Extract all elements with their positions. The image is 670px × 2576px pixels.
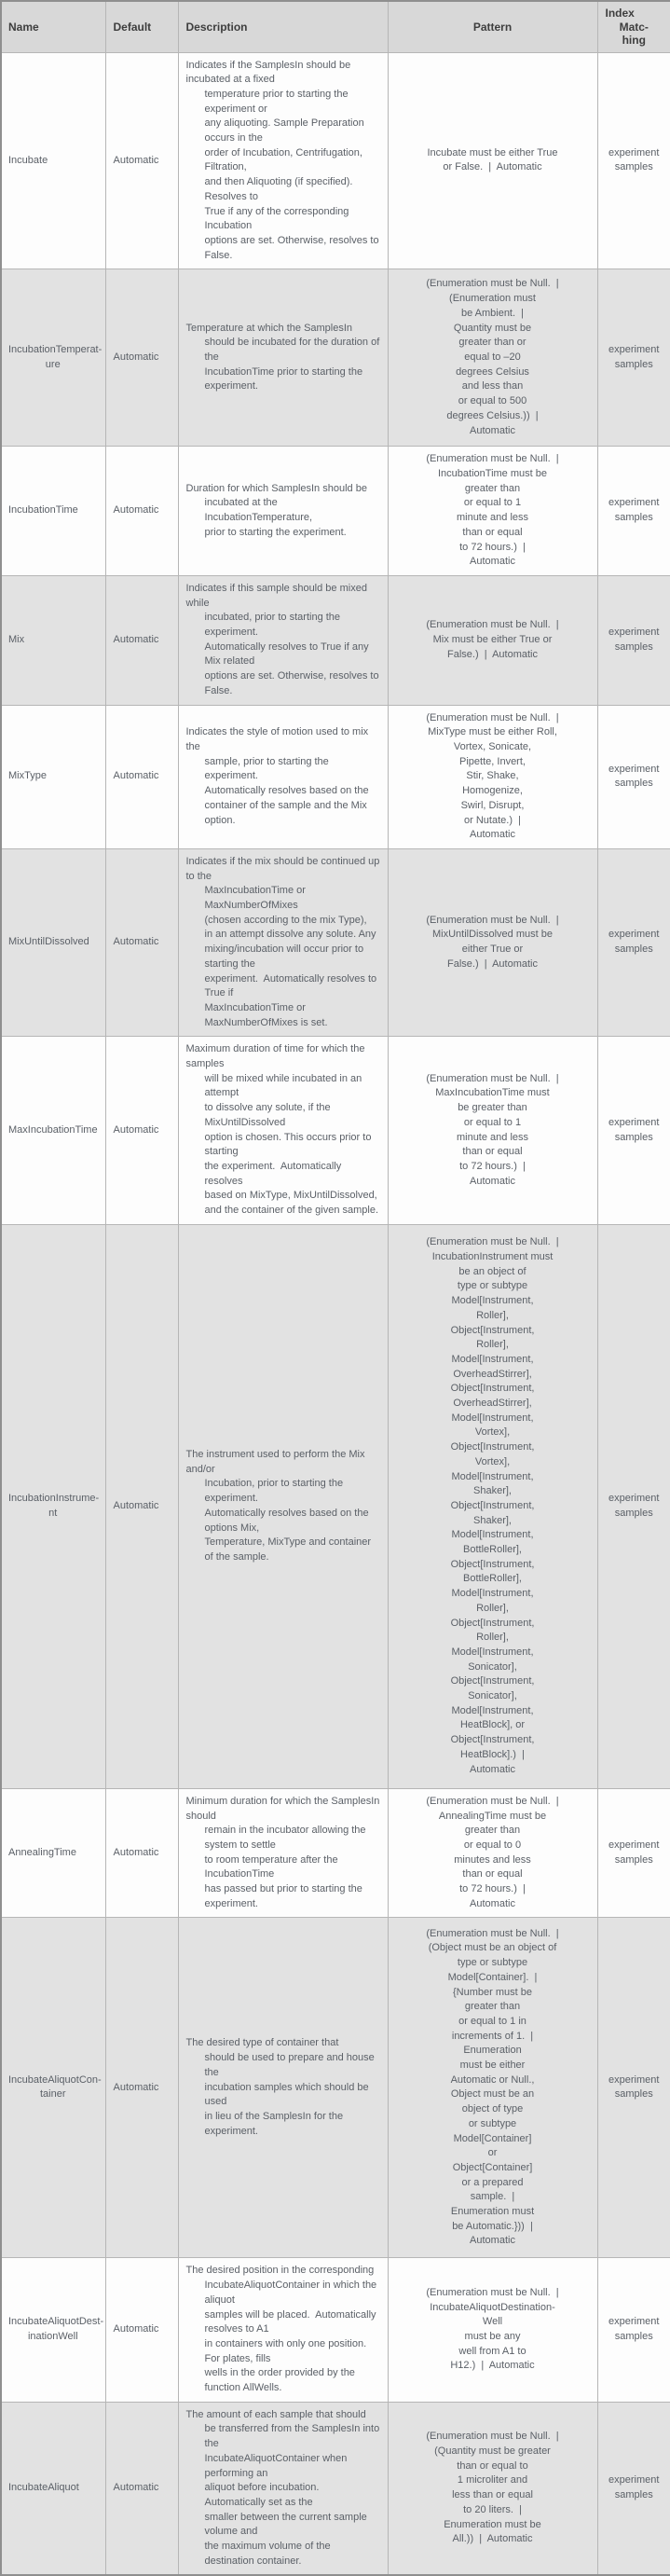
option-name-cell: IncubationTemperat- ure [1, 269, 105, 447]
option-default-cell: Automatic [105, 2258, 178, 2402]
table-row [1, 2258, 670, 2402]
option-description-cell: The instrument used to perform the Mix and/or Incubation, prior to starting the experiment. Automatically resolves based on the options Mix, Temperature, MixType and container of the sample. [178, 1224, 388, 1788]
table-row [1, 848, 670, 1036]
option-default-cell: Automatic [105, 1224, 178, 1788]
option-description-cell: Temperature at which the SamplesIn should be incubated for the duration of the IncubationTime prior to starting the experiment. [178, 269, 388, 447]
option-description-cell: Indicates if the mix should be continued up to the MaxIncubationTime or MaxNumberOfMixes (chosen according to the mix Type), in an attempt dissolve any solute. Any mixing/incubation will occur prior to starting the experiment. Automatically resolves to True if MaxIncubationTime or MaxNumberOfMixes is set. [178, 848, 388, 1036]
option-pattern-cell: (Enumeration must be Null. | IncubationInstrument must be an object of type or subtype Model[Instrument, Roller], Object[Instrument, Roller], Model[Instrument, OverheadStirrer], Object[Instrument, OverheadStirrer], Model[Instrument, Vortex], Object[Instrument, Vortex], Model[Instrument, Shaker], Object[Instrument, Shaker], Model[Instrument, BottleRoller], Object[Instrument, BottleRoller], Model[Instrument, Roller], Object[Instrument, Roller], Model[Instrument, Sonicator], Object[Instrument, Sonicator], Model[Instrument, HeatBlock], or Object[Instrument, HeatBlock].) | Automatic [388, 1224, 597, 1788]
option-index-matching-cell: experiment samples [597, 705, 670, 848]
option-name-cell: IncubateAliquot [1, 2402, 105, 2575]
option-default-cell: Automatic [105, 848, 178, 1036]
option-name-cell: IncubateAliquotDest- inationWell [1, 2258, 105, 2402]
option-description-cell: Maximum duration of time for which the samples will be mixed while incubated in an attempt to dissolve any solute, if the MixUntilDissolved option is chosen. This occurs prior to starting the experiment. Automatically resolves based on MixType, MixUntilDissolved, and the container of the given sample. [178, 1037, 388, 1224]
column-header-default: Default [105, 1, 178, 52]
table-row [1, 1224, 670, 1788]
option-name-cell: IncubateAliquotCon- tainer [1, 1918, 105, 2258]
option-pattern-cell: (Enumeration must be Null. | (Object must be an object of type or subtype Model[Container]. | {Number must be greater than or equal to 1 in increments of 1. | Enumeration must be either Automatic or Null., Object must be an object of type or subtype Model[Container] or Object[Container] or a prepared sample. | Enumeration must be Automatic.})) | Automatic [388, 1918, 597, 2258]
option-name-cell: Mix [1, 575, 105, 705]
option-description-cell: Duration for which SamplesIn should be incubated at the IncubationTemperature, prior to starting the experiment. [178, 447, 388, 576]
column-header-pattern: Pattern [388, 1, 597, 52]
option-index-matching-cell: experiment samples [597, 269, 670, 447]
option-pattern-cell: Incubate must be either True or False. | Automatic [388, 52, 597, 269]
option-name-cell: Incubate [1, 52, 105, 269]
option-name-cell: MixType [1, 705, 105, 848]
option-pattern-cell: (Enumeration must be Null. | (Enumeration must be Ambient. | Quantity must be greater than or equal to –20 degrees Celsius and less than or equal to 500 degrees Celsius.)) | Automatic [388, 269, 597, 447]
option-name-cell: AnnealingTime [1, 1788, 105, 1918]
option-default-cell: Automatic [105, 269, 178, 447]
table-row [1, 2402, 670, 2575]
column-header-index-matching: Index Matc- hing [597, 1, 670, 52]
option-pattern-cell: (Enumeration must be Null. | IncubateAliquotDestination- Well must be any well from A1 to H12.) | Automatic [388, 2258, 597, 2402]
table-row [1, 52, 670, 269]
option-default-cell: Automatic [105, 52, 178, 269]
option-index-matching-cell: experiment samples [597, 2258, 670, 2402]
table-row [1, 1037, 670, 1224]
column-header-description: Description [178, 1, 388, 52]
table-row [1, 705, 670, 848]
option-description-cell: Minimum duration for which the SamplesIn should remain in the incubator allowing the system to settle to room temperature after the IncubationTime has passed but prior to starting the experiment. [178, 1788, 388, 1918]
option-index-matching-cell: experiment samples [597, 52, 670, 269]
option-index-matching-cell: experiment samples [597, 1788, 670, 1918]
option-pattern-cell: (Enumeration must be Null. | MaxIncubationTime must be greater than or equal to 1 minute and less than or equal to 72 hours.) | Automatic [388, 1037, 597, 1224]
option-index-matching-cell: experiment samples [597, 1037, 670, 1224]
option-description-cell: Indicates the style of motion used to mix the sample, prior to starting the experiment. Automatically resolves based on the container of the sample and the Mix option. [178, 705, 388, 848]
table-row [1, 1788, 670, 1918]
option-description-cell: Indicates if the SamplesIn should be incubated at a fixed temperature prior to starting the experiment or any aliquoting. Sample Preparation occurs in the order of Incubation, Centrifugation, Filtration, and then Aliquoting (if specified). Resolves to True if any of the corresponding Incubation options are set. Otherwise, resolves to False. [178, 52, 388, 269]
table-row [1, 575, 670, 705]
option-index-matching-cell: experiment samples [597, 1224, 670, 1788]
option-default-cell: Automatic [105, 2402, 178, 2575]
option-index-matching-cell: experiment samples [597, 447, 670, 576]
option-pattern-cell: (Enumeration must be Null. | Mix must be either True or False.) | Automatic [388, 575, 597, 705]
header-row [1, 1, 670, 52]
option-pattern-cell: (Enumeration must be Null. | (Quantity must be greater than or equal to 1 microliter and less than or equal to 20 liters. | Enumeration must be All.)) | Automatic [388, 2402, 597, 2575]
option-description-cell: The desired type of container that should be used to prepare and house the incubation samples which should be used in lieu of the SamplesIn for the experiment. [178, 1918, 388, 2258]
table-row [1, 269, 670, 447]
option-description-cell: The amount of each sample that should be transferred from the SamplesIn into the IncubateAliquotContainer when performing an aliquot before incubation. Automatically set as the smaller between the current sample volume and the maximum volume of the destination container. [178, 2402, 388, 2575]
option-default-cell: Automatic [105, 1788, 178, 1918]
column-header-name: Name [1, 1, 105, 52]
option-name-cell: IncubationTime [1, 447, 105, 576]
option-index-matching-cell: experiment samples [597, 2402, 670, 2575]
option-index-matching-cell: experiment samples [597, 848, 670, 1036]
option-default-cell: Automatic [105, 705, 178, 848]
option-pattern-cell: (Enumeration must be Null. | AnnealingTime must be greater than or equal to 0 minutes and less than or equal to 72 hours.) | Automatic [388, 1788, 597, 1918]
option-index-matching-cell: experiment samples [597, 575, 670, 705]
option-default-cell: Automatic [105, 1918, 178, 2258]
option-pattern-cell: (Enumeration must be Null. | IncubationTime must be greater than or equal to 1 minute and less than or equal to 72 hours.) | Automatic [388, 447, 597, 576]
option-description-cell: The desired position in the corresponding IncubateAliquotContainer in which the aliquot samples will be placed. Automatically resolves to A1 in containers with only one position. For plates, fills wells in the order provided by the function AllWells. [178, 2258, 388, 2402]
option-name-cell: MaxIncubationTime [1, 1037, 105, 1224]
option-default-cell: Automatic [105, 447, 178, 576]
option-pattern-cell: (Enumeration must be Null. | MixUntilDissolved must be either True or False.) | Automatic [388, 848, 597, 1036]
table-row [1, 1918, 670, 2258]
option-name-cell: IncubationInstrume- nt [1, 1224, 105, 1788]
option-index-matching-cell: experiment samples [597, 1918, 670, 2258]
option-name-cell: MixUntilDissolved [1, 848, 105, 1036]
option-default-cell: Automatic [105, 1037, 178, 1224]
option-default-cell: Automatic [105, 575, 178, 705]
option-pattern-cell: (Enumeration must be Null. | MixType must be either Roll, Vortex, Sonicate, Pipette, Invert, Stir, Shake, Homogenize, Swirl, Disrupt, or Nutate.) | Automatic [388, 705, 597, 848]
table-row [1, 447, 670, 576]
option-description-cell: Indicates if this sample should be mixed while incubated, prior to starting the experiment. Automatically resolves to True if any Mix related options are set. Otherwise, resolves to False. [178, 575, 388, 705]
